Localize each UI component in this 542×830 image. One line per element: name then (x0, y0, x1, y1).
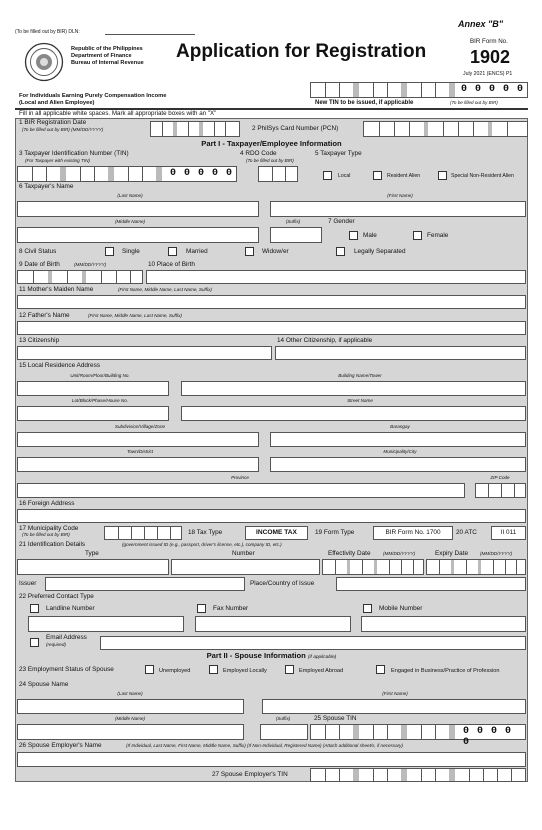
f17-sub: (To be filled out by BIR) (22, 532, 70, 537)
id-number-input[interactable] (171, 559, 320, 575)
mobile-checkbox[interactable] (363, 604, 372, 613)
f23-label: 23 Employment Status of Spouse (19, 666, 114, 673)
f26-sub: (If Individual, Last Name, First Name, Middle Name, Suffix) (If Non-Individual, Registered Name) (Attach additional sheet/s, if necessary) (126, 743, 404, 748)
f2-label: 2 PhilSys Card Number (PCN) (252, 125, 339, 132)
male-checkbox[interactable] (349, 231, 358, 240)
female-checkbox[interactable] (413, 231, 422, 240)
f3-label: 3 Taxpayer Identification Number (TIN) (19, 150, 129, 157)
new-tin-sub: (To be filled out by BIR) (450, 100, 498, 105)
spouse-first-label: (First Name) (382, 691, 408, 696)
spouse-middle-input[interactable] (17, 724, 244, 740)
separated-checkbox[interactable] (336, 247, 345, 256)
issuer-label: Issuer (19, 580, 37, 587)
birth-date-input[interactable] (17, 270, 143, 284)
part2-sub: (if applicable) (307, 655, 337, 660)
city-label: Municipality/City (383, 449, 417, 454)
org-line-2: Department of Finance (71, 53, 132, 59)
f1-sub: (To be filled out by BIR) (MM/DD/YYYY) (22, 127, 104, 132)
new-tin-zeros: 0 0 0 0 0 (461, 84, 525, 95)
f21-label: 21 Identification Details (19, 541, 86, 548)
barangay-label: Barangay (390, 424, 410, 429)
suffix-label: (Suffix) (285, 219, 301, 224)
exp-date-label: Expiry Date (435, 550, 469, 557)
lot-label: Lot/Block/Phase/House No. (71, 398, 129, 403)
f20-label: 20 ATC (456, 529, 477, 536)
unit-input[interactable] (17, 381, 169, 396)
id-number-label: Number (232, 550, 255, 557)
dln-label: (To be filled out by BIR) DLN: (15, 29, 80, 35)
subtitle-1: For Individuals Earning Purely Compensation Income (19, 93, 167, 99)
part2-title: Part II - Spouse Information (206, 651, 306, 660)
eff-date-label: Effectivity Date (328, 550, 371, 557)
spouse-tin-input[interactable] (310, 724, 526, 748)
special-alien-label: Special Non-Resident Alien (451, 173, 514, 179)
email-sub: (required) (46, 642, 66, 647)
pcn-input[interactable] (363, 121, 528, 137)
spouse-suffix-input[interactable] (260, 724, 308, 740)
f19-label: 19 Form Type (315, 529, 355, 536)
resident-alien-checkbox[interactable] (373, 171, 382, 180)
married-label: Married (186, 248, 208, 255)
citizenship-input[interactable] (17, 346, 272, 360)
f16-label: 16 Foreign Address (19, 500, 75, 507)
f9-sub: (MM/DD/YYYY) (74, 262, 107, 267)
business-label: Engaged in Business/Practice of Profession (391, 668, 500, 674)
unemployed-label: Unemployed (159, 668, 191, 674)
mobile-input[interactable] (361, 616, 526, 632)
landline-label: Landline Number (46, 605, 95, 612)
subtitle-2: (Local and Alien Employee) (19, 100, 95, 106)
form-type-value: BIR Form No. 1700 (373, 526, 453, 540)
subdivision-label: Subdivision/Village/Zone (114, 424, 166, 429)
spouse-employer-input[interactable] (17, 752, 526, 767)
spouse-first-input[interactable] (262, 699, 526, 714)
tax-type-value: INCOME TAX (245, 526, 308, 540)
org-line-3: Bureau of Internal Revenue (71, 60, 144, 66)
street-label: Street Name (347, 398, 373, 403)
local-label: Local (338, 173, 351, 179)
resident-alien-label: Resident Alien (387, 173, 421, 179)
taxpayer-tin-zeros: 0 0 0 0 0 (170, 168, 234, 179)
eff-date-sub: (MM/DD/YYYY) (383, 551, 416, 556)
instruction-text: Fill in all applicable white spaces. Mark all appropriate boxes with an "X" (19, 110, 217, 117)
f12-label: 12 Father's Name (19, 312, 70, 319)
landline-checkbox[interactable] (30, 604, 39, 613)
rdo-code-input[interactable] (258, 166, 298, 182)
f3-sub: (For Taxpayer with existing TIN) (25, 158, 90, 163)
spouse-tin-zeros: 0 0 0 0 0 (463, 726, 513, 748)
f4-sub: (To be filled out by BIR) (246, 158, 294, 163)
spouse-last-input[interactable] (17, 699, 244, 714)
employed-abroad-checkbox[interactable] (285, 665, 294, 674)
f7-label: 7 Gender (328, 218, 355, 225)
town-input[interactable] (17, 457, 259, 472)
issuer-input[interactable] (45, 577, 245, 591)
taxpayer-suffix-input[interactable] (270, 227, 322, 243)
lot-input[interactable] (17, 406, 169, 421)
f18-label: 18 Tax Type (188, 529, 223, 536)
place-issue-input[interactable] (336, 577, 526, 591)
taxpayer-last-name-input[interactable] (17, 201, 259, 217)
f26-label: 26 Spouse Employer's Name (19, 742, 102, 749)
exp-date-input[interactable] (426, 559, 526, 575)
part2-header (15, 651, 528, 660)
barangay-input[interactable] (270, 432, 526, 447)
f24-label: 24 Spouse Name (19, 681, 69, 688)
org-line-1: Republic of the Philippines (71, 46, 143, 52)
exp-date-sub: (MM/DD/YYYY) (480, 551, 513, 556)
f22-label: 22 Preferred Contact Type (19, 593, 94, 600)
foreign-address-input[interactable] (17, 509, 526, 523)
local-checkbox[interactable] (323, 171, 332, 180)
town-label: Town/District (126, 449, 154, 454)
mobile-label: Mobile Number (379, 605, 423, 612)
id-type-label: Type (85, 550, 99, 557)
landline-input[interactable] (28, 616, 184, 632)
bldg-label: Building Name/Tower (338, 373, 382, 378)
dln-line[interactable] (105, 34, 195, 35)
f15-label: 15 Local Residence Address (19, 362, 100, 369)
new-tin-label: New TIN to be issued, if applicable (315, 100, 414, 106)
part1-header: Part I - Taxpayer/Employee Information (201, 139, 342, 148)
form-number: 1902 (470, 47, 511, 67)
taxpayer-middle-name-input[interactable] (17, 227, 259, 243)
father-name-input[interactable] (17, 321, 526, 335)
spouse-last-label: (Last Name) (117, 691, 143, 696)
fax-checkbox[interactable] (197, 604, 206, 613)
city-input[interactable] (270, 457, 526, 472)
unit-label: Unit/Room/Floor/Building No. (70, 373, 130, 378)
f13-label: 13 Citizenship (19, 337, 60, 344)
zip-label: ZIP Code (490, 475, 510, 480)
widow-label: Widow/er (262, 248, 289, 255)
separated-label: Legally Separated (354, 248, 406, 255)
employed-locally-label: Employed Locally (223, 668, 267, 674)
f17-label: 17 Municipality Code (19, 525, 79, 532)
mother-name-input[interactable] (17, 295, 526, 309)
f27-label: 27 Spouse Employer's TIN (212, 771, 288, 778)
first-name-label: (First Name) (387, 193, 413, 198)
f5-label: 5 Taxpayer Type (315, 150, 362, 157)
eff-date-input[interactable] (322, 559, 424, 575)
last-name-label: (Last Name) (117, 193, 143, 198)
id-type-input[interactable] (17, 559, 169, 575)
widow-checkbox[interactable] (245, 247, 254, 256)
form-version: July 2021 (ENCS) P1 (463, 71, 513, 77)
birth-place-input[interactable] (146, 270, 526, 284)
building-input[interactable] (181, 381, 526, 396)
bir-reg-date-input[interactable] (150, 121, 240, 137)
f21-sub: (government issued ID (e.g., passport, driver's license, etc.), company ID, etc.) (122, 542, 282, 547)
province-label: Province (231, 475, 249, 480)
new-tin-input[interactable] (310, 82, 528, 98)
employed-locally-checkbox[interactable] (209, 665, 218, 674)
other-citizenship-input[interactable] (275, 346, 526, 360)
f9-label: 9 Date of Birth (19, 261, 60, 268)
f25-label: 25 Spouse TIN (314, 715, 357, 722)
spouse-suffix-label: (Suffix) (275, 716, 291, 721)
atc-value: II 011 (491, 526, 526, 540)
male-label: Male (363, 232, 377, 239)
fax-label: Fax Number (213, 605, 249, 612)
province-input[interactable] (17, 483, 465, 498)
f6-label: 6 Taxpayer's Name (19, 183, 74, 190)
f12-sub: (First Name, Middle Name, Last Name, Suffix) (88, 313, 182, 318)
zip-input[interactable] (475, 483, 526, 498)
special-alien-checkbox[interactable] (438, 171, 447, 180)
single-label: Single (122, 248, 140, 255)
f4-label: 4 RDO Code (240, 150, 277, 157)
spouse-middle-label: (Middle Name) (114, 716, 146, 721)
street-input[interactable] (181, 406, 526, 421)
municipality-code-input[interactable] (104, 526, 182, 540)
taxpayer-first-name-input[interactable] (270, 201, 526, 217)
spouse-employer-tin-input[interactable] (310, 768, 526, 782)
form-title: Application for Registration (176, 41, 427, 62)
married-checkbox[interactable] (168, 247, 177, 256)
business-checkbox[interactable] (376, 665, 385, 674)
f11-sub: (First Name, Middle Name, Last Name, Suffix) (118, 287, 212, 292)
email-input[interactable] (100, 636, 526, 650)
form-no-label: BIR Form No. (470, 38, 508, 45)
email-checkbox[interactable] (30, 638, 39, 647)
unemployed-checkbox[interactable] (145, 665, 154, 674)
female-label: Female (427, 232, 449, 239)
employed-abroad-label: Employed Abroad (299, 668, 344, 674)
taxpayer-tin-input[interactable] (17, 166, 237, 182)
middle-name-label: (Middle Name) (114, 219, 146, 224)
bir-seal-icon (24, 42, 64, 82)
annex-label: Annex "B" (458, 19, 504, 29)
f8-label: 8 Civil Status (19, 248, 57, 255)
f14-label: 14 Other Citizenship, if applicable (277, 337, 373, 344)
single-checkbox[interactable] (105, 247, 114, 256)
f11-label: 11 Mother's Maiden Name (19, 286, 94, 293)
f10-label: 10 Place of Birth (148, 261, 195, 268)
email-label: Email Address (46, 634, 87, 641)
fax-input[interactable] (195, 616, 351, 632)
subdivision-input[interactable] (17, 432, 259, 447)
place-issue-label: Place/Country of Issue (250, 580, 315, 587)
f1-label: 1 BIR Registration Date (19, 119, 87, 126)
